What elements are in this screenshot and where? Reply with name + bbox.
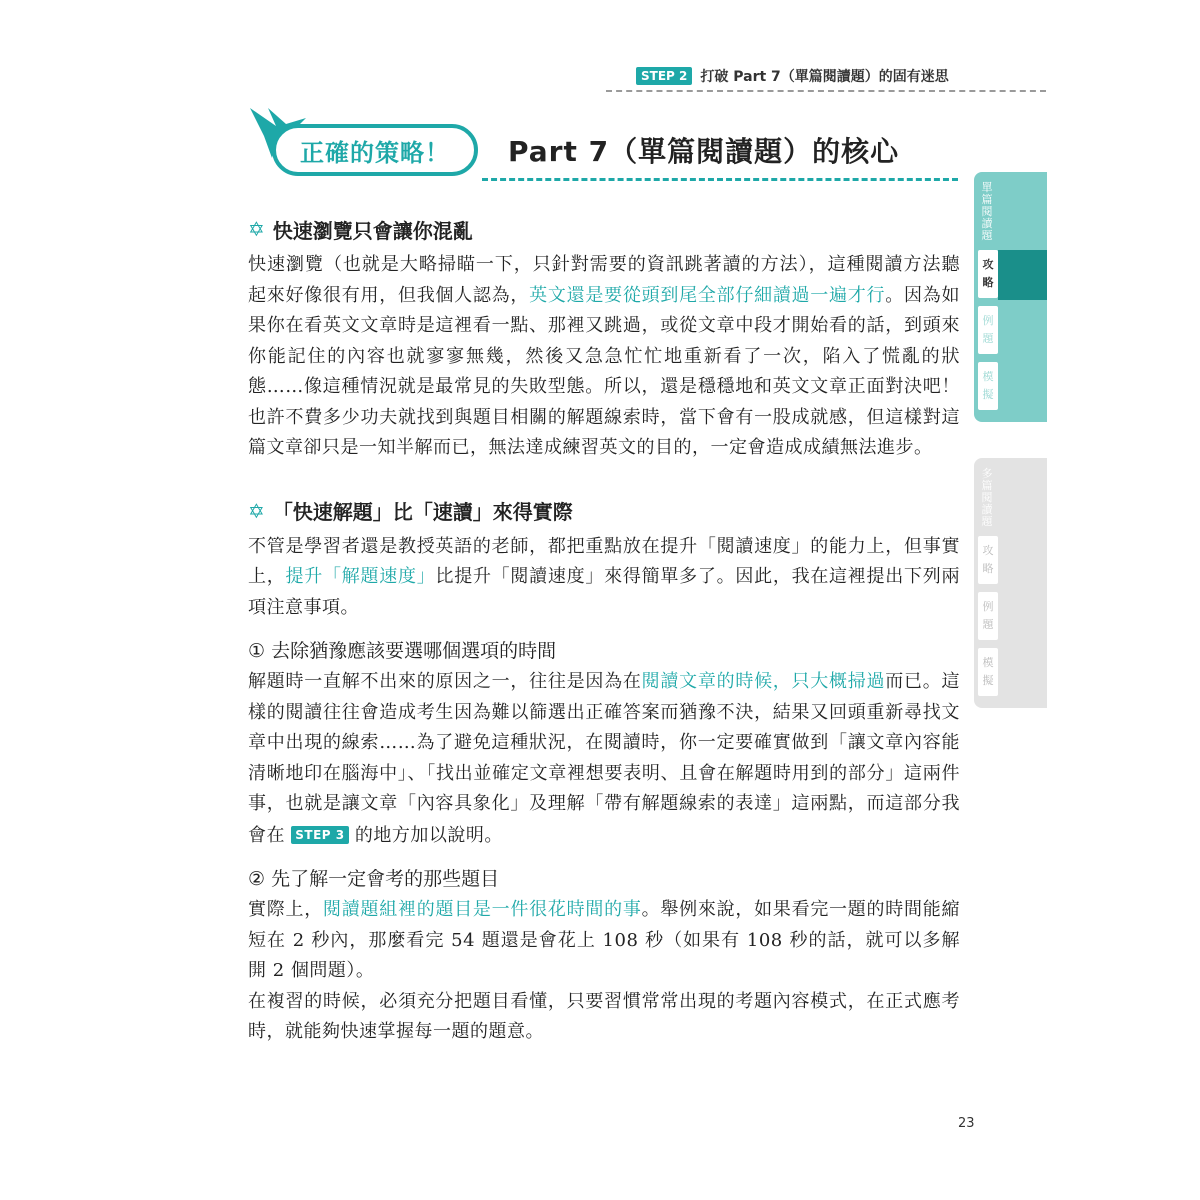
highlight-text: 英文還是要從頭到尾全部仔細讀過一遍才行	[529, 284, 886, 306]
page-title: Part 7（單篇閱讀題）的核心	[508, 135, 900, 168]
strategy-badge	[272, 124, 478, 176]
running-header	[636, 66, 949, 86]
section-heading-1	[248, 212, 960, 246]
body-content	[248, 212, 960, 1048]
tab-strategy[interactable]	[978, 250, 998, 298]
side-tab-multi-reading[interactable]	[974, 458, 1047, 708]
section-heading-2	[248, 494, 960, 528]
tab-char: 攻	[982, 544, 994, 557]
active-tab-marker	[998, 250, 1047, 300]
title-divider	[482, 178, 958, 181]
text: 比提升「閱讀速度」來得簡單多了。因此，我在這裡提出下列兩項注意事項。	[248, 566, 961, 618]
tab-char: 擬	[982, 674, 994, 687]
tab-char: 擬	[982, 388, 994, 401]
tab-strategy[interactable]	[978, 536, 998, 584]
tab-char: 略	[982, 562, 994, 575]
subheading-2: ② 先了解一定會考的那些題目	[248, 868, 500, 890]
text: 。因為如果你在看英文文章時是這裡看一點、那裡又跳過，或從文章中段才開始看的話，到頭來你能記住的內容也就寥寥無幾，然後又急急忙忙地重新看了一次，陷入了慌亂的狀態……像這種情況就是最常見的失敗型態。所以，還是穩穩地和英文文章正面對決吧！也許不費多少功夫就找到與題目相關的解題線索時，當下會有一股成就感，但這樣對這篇文章卻只是一知半解而已，無法達成練習英文的目的，一定會造成成績無法進步。	[248, 284, 961, 458]
paragraph-3	[248, 667, 960, 851]
text: 不管是學習者還是教授英語的老師，都把重點放在提升「閱讀速度」的能力上，但事實上，	[248, 535, 960, 587]
star-icon: ✡	[248, 217, 265, 241]
inline-step-tag: STEP 3	[291, 826, 348, 844]
text: 實際上，	[248, 899, 323, 920]
tab-mock[interactable]	[978, 648, 998, 696]
tab-char: 模	[982, 656, 994, 669]
side-tab-title: 單 篇 閱 讀 題	[981, 181, 993, 242]
text: 解題時一直解不出來的原因之一，往往是因為在	[248, 671, 642, 692]
side-tab-title: 多 篇 閱 讀 題	[981, 467, 993, 528]
text: 。舉例來說，如果看完一題的時間能縮短在 2 秒內，那麼看完 54 題還是會花上 108 秒（如果有 108 秒的話，就可以多解開 2 個問題）。	[248, 899, 961, 981]
paragraph-5: 在複習的時候，必須充分把題目看懂，只要習慣常常出現的考題內容模式，在正式應考時，就能夠快速掌握每一題的題意。	[248, 990, 960, 1042]
running-header-title: 打破 Part 7（單篇閱讀題）的固有迷思	[700, 69, 949, 85]
strategy-badge-text: 正確的策略！	[300, 138, 450, 167]
page-number: 23	[958, 1116, 975, 1131]
tab-example[interactable]	[978, 306, 998, 354]
highlight-text: 提升「解題速度」	[285, 566, 436, 587]
header-divider	[606, 90, 1046, 92]
step-tag: STEP 2	[636, 67, 692, 85]
paragraph-1	[248, 250, 960, 464]
text: 的地方加以說明。	[354, 824, 503, 846]
subheading-1: ① 去除猶豫應該要選哪個選項的時間	[248, 640, 557, 662]
text: 而已。這樣的閱讀往往會造成考生因為難以篩選出正確答案而猶豫不決，結果又回頭重新尋找文章中出現的線索……為了避免這種狀況，在閱讀時，你一定要確實做到「讓文章內容能清晰地印在腦海中」、「找出並確定文章裡想要表明、且會在解題時用到的部分」這兩件事，也就是讓文章「內容具象化」及理解「帶有解題線索的表達」這兩點，而這部分我會在	[248, 671, 961, 846]
paragraph-2	[248, 532, 960, 624]
tab-char: 略	[982, 276, 994, 289]
section-title-2: 「快速解題」比「速讀」來得實際	[272, 500, 573, 524]
tab-example[interactable]	[978, 592, 998, 640]
tab-char: 題	[982, 332, 994, 345]
tab-char: 例	[982, 314, 994, 327]
highlight-text: 閱讀文章的時候，只大概掃過	[641, 671, 886, 692]
text: 快速瀏覽（也就是大略掃瞄一下，只針對需要的資訊跳著讀的方法），這種閱讀方法聽起來好像很有用，但我個人認為，	[248, 254, 960, 306]
section-title-1: 快速瀏覽只會讓你混亂	[272, 218, 473, 243]
paragraph-4	[248, 895, 960, 987]
tab-mock[interactable]	[978, 362, 998, 410]
highlight-text: 閱讀題組裡的題目是一件很花時間的事	[322, 899, 642, 920]
tab-char: 模	[982, 370, 994, 383]
tab-char: 例	[982, 600, 994, 613]
star-icon: ✡	[248, 498, 265, 523]
tab-char: 題	[982, 618, 994, 631]
tab-char: 攻	[982, 258, 994, 271]
